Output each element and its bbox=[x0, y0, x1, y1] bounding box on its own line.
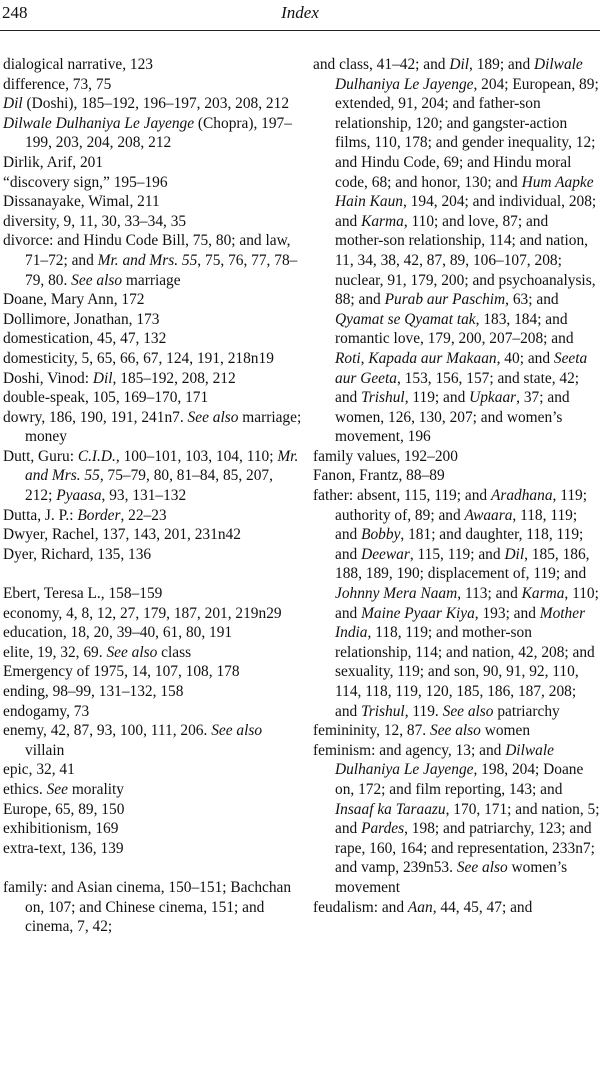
index-entry: extra-text, 136, 139 bbox=[3, 839, 124, 857]
running-head: Index bbox=[281, 3, 319, 22]
index-entry: femininity, 12, 87. See also women bbox=[313, 722, 531, 740]
page-header bbox=[0, 0, 600, 31]
index-entry: feudalism: and Aan, 44, 45, 47; and bbox=[313, 898, 533, 916]
index-entry: Dutt, Guru: C.I.D., 100–101, 103, 104, 110; Mr. and Mrs. 55, 75–79, 80, 81–84, 85, 207, 212; Pyaasa, 93, 131–132 bbox=[3, 447, 299, 505]
index-entry: enemy, 42, 87, 93, 100, 111, 206. See also villain bbox=[3, 722, 263, 759]
index-entry: family: and Asian cinema, 150–151; Bachchan on, 107; and Chinese cinema, 151; and cinema, 7, 42; bbox=[3, 878, 292, 936]
index-entry: domestication, 45, 47, 132 bbox=[3, 330, 167, 348]
index-entry: father: absent, 115, 119; and Aradhana, 119; authority of, 89; and Awaara, 118, 119; and Bobby, 181; and daughter, 118, 119; and Deewar, 115, 119; and Dil, 185, 186, 188, 189, 190; displacement of, 119; and Johnny Mera Naam, 113; and Karma, 110; and Maine Pyaar Kiya, 193; and Mother India, 118, 119; and mother-son relationship, 114; and nation, 42, 208; and sexuality, 119; and son, 90, 91, 92, 110, 114, 118, 119, 120, 185, 186, 187, 208; and Trishul, 119. See also patriarchy bbox=[313, 487, 599, 720]
page-number: 248 bbox=[2, 3, 28, 22]
index-entry: Dutta, J. P.: Border, 22–23 bbox=[3, 506, 167, 524]
index-entry: Emergency of 1975, 14, 107, 108, 178 bbox=[3, 663, 240, 681]
index-entry: divorce: and Hindu Code Bill, 75, 80; and law, 71–72; and Mr. and Mrs. 55, 75, 76, 77, 78–79, 80. See also marriage bbox=[3, 232, 298, 289]
index-entry: Dwyer, Rachel, 137, 143, 201, 231n42 bbox=[3, 526, 241, 544]
index-entry: Dilwale Dulhaniya Le Jayenge (Chopra), 197–199, 203, 204, 208, 212 bbox=[3, 114, 292, 152]
index-entry: ending, 98–99, 131–132, 158 bbox=[3, 683, 184, 700]
index-entry: epic, 32, 41 bbox=[3, 761, 75, 779]
index-entry: exhibitionism, 169 bbox=[3, 820, 119, 838]
index-entry: Ebert, Teresa L., 158–159 bbox=[3, 585, 163, 603]
index-entry: education, 18, 20, 39–40, 61, 80, 191 bbox=[3, 624, 233, 642]
index-entry: Europe, 65, 89, 150 bbox=[3, 800, 125, 818]
index-entry: Dollimore, Jonathan, 173 bbox=[3, 310, 160, 328]
index-entry: family values, 192–200 bbox=[313, 447, 458, 465]
index-entry: feminism: and agency, 13; and Dilwale Dulhaniya Le Jayenge, 198, 204; Doane on, 172; and film reporting, 143; and Insaaf ka Taraazu, 170, 171; and nation, 5; and Pardes, 198; and patriarchy, 123; and rape, 160, 164; and representation, 233n7; and vamp, 239n53. See also women’s movement bbox=[313, 741, 600, 896]
index-entry: Dirlik, Arif, 201 bbox=[3, 153, 104, 171]
right-column bbox=[313, 55, 600, 917]
index-entry: dowry, 186, 190, 191, 241n7. See also marriage; money bbox=[3, 408, 302, 446]
index-entry: Dissanayake, Wimal, 211 bbox=[3, 193, 160, 211]
index-entry: dialogical narrative, 123 bbox=[3, 56, 153, 73]
index-entry: “discovery sign,” 195–196 bbox=[3, 173, 168, 191]
index-entry: Doshi, Vinod: Dil, 185–192, 208, 212 bbox=[3, 369, 236, 387]
index-entry: double-speak, 105, 169–170, 171 bbox=[3, 389, 209, 407]
index-entry: Dil (Doshi), 185–192, 196–197, 203, 208, 212 bbox=[3, 95, 290, 113]
index-entry: Dyer, Richard, 135, 136 bbox=[3, 545, 152, 563]
index-entry: and class, 41–42; and Dil, 189; and Dilwale Dulhaniya Le Jayenge, 204; European, 89; extended, 91, 204; and father-son relationship, 120; and gangster-action films, 110, 178; and gender inequality, 12; and Hindu Code, 69; and Hindu moral code, 68; and honor, 130; and Hum Aapke Hain Kaun, 194, 204; and individual, 208; and Karma, 110; and love, 87; and mother-son relationship, 114; and nation, 11, 34, 38, 42, 87, 89, 106–107, 208; nuclear, 91, 179, 200; and psychoanalysis, 88; and Purab aur Paschim, 63; and Qyamat se Qyamat tak, 183, 184; and romantic love, 179, 200, 207–208; and Roti, Kapada aur Makaan, 40; and Seeta aur Geeta, 153, 156, 157; and state, 42; and Trishul, 119; and Upkaar, 37; and women, 126, 130, 207; and women’s movement, 196 bbox=[313, 56, 599, 446]
index-entry: Doane, Mary Ann, 172 bbox=[3, 291, 145, 309]
index-entry: ethics. See morality bbox=[3, 780, 124, 798]
index-entry: economy, 4, 8, 12, 27, 179, 187, 201, 219n29 bbox=[3, 604, 282, 622]
index-entry: Fanon, Frantz, 88–89 bbox=[313, 467, 445, 485]
left-column bbox=[3, 55, 303, 937]
index-entry: elite, 19, 32, 69. See also class bbox=[3, 643, 192, 661]
index-entry: endogamy, 73 bbox=[3, 702, 90, 720]
index-entry: domesticity, 5, 65, 66, 67, 124, 191, 218n19 bbox=[3, 349, 274, 367]
index-entry: difference, 73, 75 bbox=[3, 75, 112, 93]
index-entry: diversity, 9, 11, 30, 33–34, 35 bbox=[3, 212, 187, 230]
